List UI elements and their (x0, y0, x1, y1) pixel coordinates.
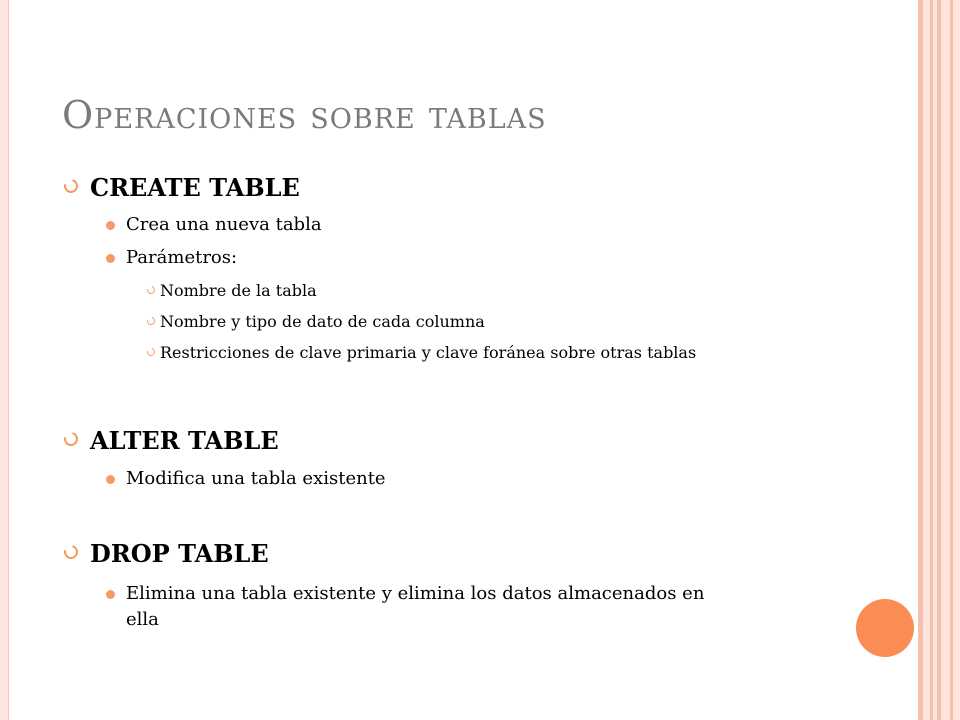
sub-bullet-text: Nombre de la tabla (160, 281, 317, 300)
right-stripe-decoration (941, 0, 950, 720)
bullet-icon (106, 254, 115, 263)
bullet-icon (106, 475, 115, 484)
bullet-icon (146, 285, 157, 296)
section-heading-text: CREATE TABLE (90, 173, 300, 202)
right-stripe-decoration (923, 0, 930, 720)
slide-title: Operaciones sobre tablas (62, 93, 547, 137)
bullet-text: Parámetros: (126, 247, 238, 268)
bullet-icon (106, 590, 115, 599)
section-heading-drop-table (90, 539, 269, 568)
bullet-icon (61, 429, 80, 448)
bullet-item (126, 581, 706, 633)
right-stripe-decoration (953, 0, 960, 720)
section-heading-text: DROP TABLE (90, 539, 269, 568)
left-frame-decoration (0, 0, 9, 720)
bullet-text: Crea una nueva tabla (126, 214, 322, 235)
sub-bullet-item (160, 281, 317, 301)
section-heading-text: ALTER TABLE (90, 426, 279, 455)
sub-bullet-item (160, 312, 485, 332)
section-heading-alter-table (90, 426, 279, 455)
orange-circle-decoration (856, 599, 914, 657)
bullet-icon (61, 176, 80, 195)
bullet-icon (106, 221, 115, 230)
bullet-text: Modifica una tabla existente (126, 468, 386, 489)
bullet-item (126, 249, 237, 267)
bullet-text: Elimina una tabla existente y elimina los datos almacenados en ella (126, 583, 705, 630)
bullet-icon (146, 316, 157, 327)
bullet-icon (61, 542, 80, 561)
sub-bullet-text: Restricciones de clave primaria y clave foránea sobre otras tablas (160, 343, 697, 362)
bullet-icon (146, 347, 157, 358)
bullet-item (126, 216, 322, 234)
sub-bullet-item (160, 343, 800, 363)
bullet-item (126, 470, 386, 488)
sub-bullet-text: Nombre y tipo de dato de cada columna (160, 312, 485, 331)
section-heading-create-table (90, 173, 300, 202)
